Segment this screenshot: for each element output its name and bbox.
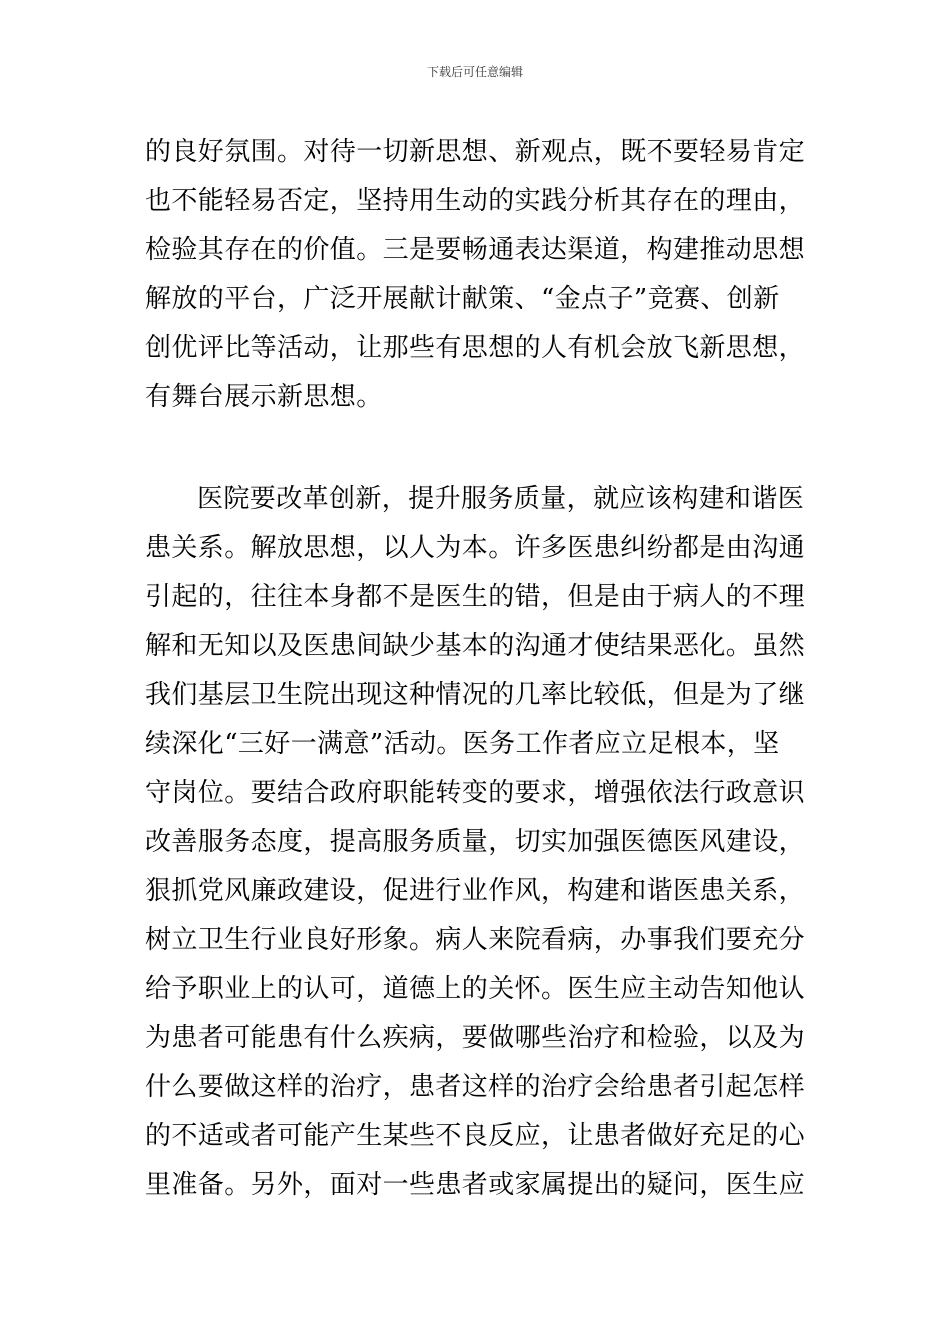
page-header: 下载后可任意编辑 xyxy=(426,65,523,79)
paragraph-1 xyxy=(145,128,825,422)
text-line: 引起的，往往本身都不是医生的错，但是由于病人的不理 xyxy=(145,582,806,612)
text-line: 解放的平台，广泛开展献计献策、“金点子”竞赛、创新 xyxy=(145,284,780,314)
text-line: 为患者可能患有什么疾病，要做哪些治疗和检验，以及为 xyxy=(145,1023,806,1053)
paragraph-2 xyxy=(145,475,825,1210)
text-line: 守岗位。要结合政府职能转变的要求，增强依法行政意识 xyxy=(145,778,806,808)
text-line: 患关系。解放思想，以人为本。许多医患纠纷都是由沟通 xyxy=(145,533,806,563)
text-line: 里准备。另外，面对一些患者或家属提出的疑问，医生应 xyxy=(145,1170,806,1200)
text-line: 狠抓党风廉政建设，促进行业作风，构建和谐医患关系， xyxy=(145,876,806,906)
text-line: 改善服务态度，提高服务质量，切实加强医德医风建设， xyxy=(145,827,806,857)
text-line: 的良好氛围。对待一切新思想、新观点，既不要轻易肯定 xyxy=(145,137,806,167)
text-line: 创优评比等活动，让那些有思想的人有机会放飞新思想， xyxy=(145,333,806,363)
text-line: 我们基层卫生院出现这种情况的几率比较低，但是为了继 xyxy=(145,680,806,710)
text-line: 检验其存在的价值。三是要畅通表达渠道，构建推动思想 xyxy=(145,235,806,265)
text-line: 医院要改革创新，提升服务质量，就应该构建和谐医 xyxy=(197,484,805,514)
text-line: 给予职业上的认可，道德上的关怀。医生应主动告知他认 xyxy=(145,974,806,1004)
text-line: 续深化“三好一满意”活动。医务工作者应立足根本，坚 xyxy=(145,729,780,759)
text-line: 的不适或者可能产生某些不良反应，让患者做好充足的心 xyxy=(145,1121,806,1151)
text-line: 也不能轻易否定，坚持用生动的实践分析其存在的理由， xyxy=(145,186,806,216)
text-line: 有舞台展示新思想。 xyxy=(145,382,383,412)
text-line: 解和无知以及医患间缺少基本的沟通才使结果恶化。虽然 xyxy=(145,631,806,661)
text-line: 树立卫生行业良好形象。病人来院看病，办事我们要充分 xyxy=(145,925,806,955)
text-line: 什么要做这样的治疗，患者这样的治疗会给患者引起怎样 xyxy=(145,1072,806,1102)
